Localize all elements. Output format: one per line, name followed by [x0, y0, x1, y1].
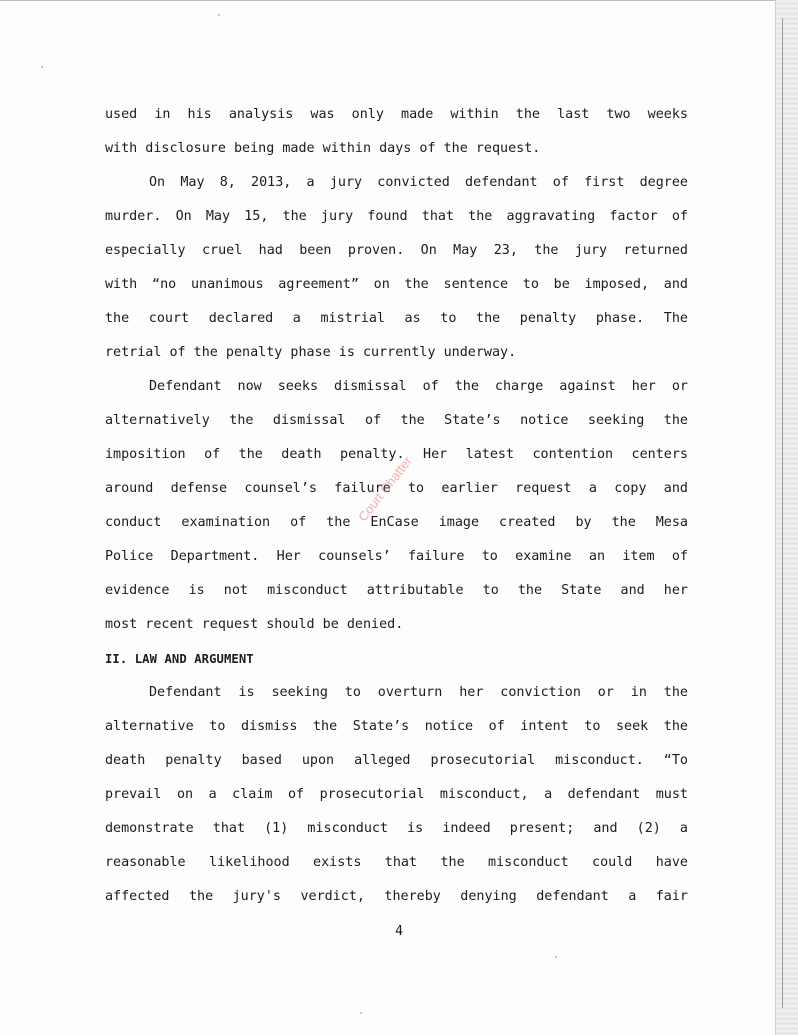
text-line: imposition of the death penalty. Her latest contention centers: [105, 447, 688, 462]
text-line: alternatively the dismissal of the State’s notice seeking the: [105, 413, 688, 428]
text-line: affected the jury's verdict, thereby denying defendant a fair: [105, 889, 688, 904]
text-line: with “no unanimous agreement” on the sentence to be imposed, and: [105, 277, 688, 292]
scan-right-edge: [775, 0, 798, 1035]
text-line: Police Department. Her counsels’ failure to examine an item of: [105, 549, 688, 564]
text-line: demonstrate that (1) misconduct is indeed present; and (2) a: [105, 821, 688, 836]
scan-speck: [555, 956, 557, 958]
scan-speck: [360, 1012, 362, 1014]
text-line: retrial of the penalty phase is currently underway.: [105, 345, 517, 360]
text-line: reasonable likelihood exists that the misconduct could have: [105, 855, 688, 870]
text-line: the court declared a mistrial as to the penalty phase. The: [105, 311, 688, 326]
text-line: Defendant now seeks dismissal of the charge against her or: [149, 379, 688, 394]
page-number: 4: [395, 924, 403, 939]
text-line: On May 8, 2013, a jury convicted defendant of first degree: [149, 175, 688, 190]
text-line: used in his analysis was only made within the last two weeks: [105, 107, 688, 122]
text-line: murder. On May 15, the jury found that the aggravating factor of: [105, 209, 688, 224]
scan-edge-rule: [782, 18, 783, 1008]
text-line: most recent request should be denied.: [105, 617, 404, 632]
watermark: Court Chatter: [355, 453, 415, 525]
text-line: conduct examination of the EnCase image created by the Mesa: [105, 515, 688, 530]
text-line: Defendant is seeking to overturn her conviction or in the: [149, 685, 688, 700]
section-heading: II. LAW AND ARGUMENT: [105, 652, 254, 666]
body-text: [105, 98, 688, 914]
scan-top-edge: [0, 0, 798, 1]
text-line: prevail on a claim of prosecutorial misconduct, a defendant must: [105, 787, 688, 802]
text-line: with disclosure being made within days of the request.: [105, 141, 541, 156]
scan-speck: [41, 66, 43, 68]
text-line: especially cruel had been proven. On May 23, the jury returned: [105, 243, 688, 258]
scan-speck: [218, 14, 220, 16]
text-line: death penalty based upon alleged prosecutorial misconduct. “To: [105, 753, 688, 768]
text-line: alternative to dismiss the State’s notice of intent to seek the: [105, 719, 688, 734]
text-line: evidence is not misconduct attributable to the State and her: [105, 583, 688, 598]
text-line: around defense counsel’s failure to earlier request a copy and: [105, 481, 688, 496]
